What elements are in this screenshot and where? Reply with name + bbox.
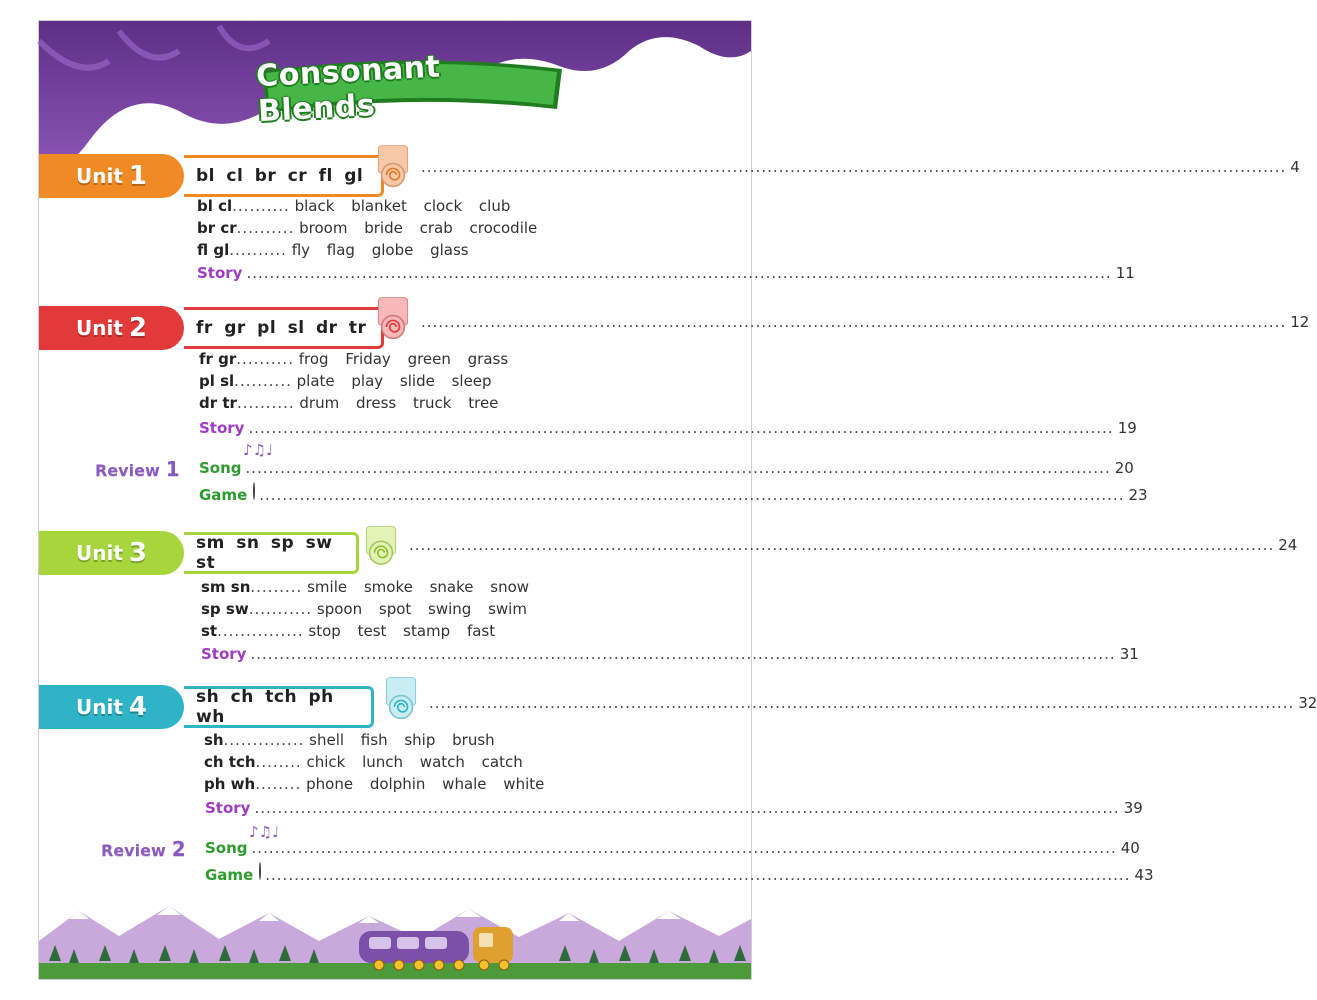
scroll-icon (379, 676, 423, 720)
unit-number: 4 (128, 692, 147, 722)
song-label: Song (205, 839, 248, 857)
story-label: Story (199, 419, 245, 437)
unit-1-story-line[interactable]: Story ...................................................................................................................................................... 11 (197, 264, 1135, 282)
scroll-icon (371, 144, 415, 188)
unit-label: Unit (76, 316, 123, 340)
story-label: Story (205, 799, 251, 817)
unit-3-story-line[interactable]: Story ...................................................................................................................................................... 31 (201, 645, 1139, 663)
unit-2-tab[interactable] (39, 306, 184, 350)
color-wheel-icon (253, 482, 255, 500)
unit-2-page-line[interactable]: ...................................................................................................................................................... 12 (421, 313, 1310, 331)
unit-1-blends: bl cl br cr fl gl (196, 166, 364, 186)
page-number: 4 (1290, 158, 1300, 176)
unit-4-blends: sh ch tch ph wh (196, 687, 334, 727)
unit-4-page-line[interactable]: ...................................................................................................................................................... 32 (429, 694, 1317, 712)
page-number: 12 (1290, 313, 1310, 331)
music-notes-icon: ♪♫♩ (249, 823, 280, 841)
page-number: 24 (1278, 536, 1298, 554)
unit-label: Unit (76, 164, 123, 188)
word-row: bl cl .......... black blanket clock club (197, 197, 511, 215)
word-row: dr tr .......... drum dress truck tree (199, 394, 499, 412)
story-label: Story (201, 645, 247, 663)
word-row: sp sw ........... spoon spot swing swim (201, 600, 527, 618)
unit-1-page-line[interactable]: ...................................................................................................................................................... 4 (421, 158, 1300, 176)
contents-page (38, 20, 1317, 980)
unit-3-page-line[interactable]: ...................................................................................................................................................... 24 (409, 536, 1298, 554)
page-number: 23 (1128, 486, 1148, 504)
word-row: pl sl .......... plate play slide sleep (199, 372, 492, 390)
unit-3-ribbon (184, 532, 359, 574)
unit-number: 2 (128, 313, 147, 343)
game-label: Game (205, 866, 254, 884)
review-1-song-line[interactable]: Song ...................................................................................................................................................... 20 (199, 459, 1134, 477)
unit-4-tab[interactable] (39, 685, 184, 729)
unit-label: Unit (76, 695, 123, 719)
unit-4-ribbon (184, 686, 374, 728)
unit-3-tab[interactable] (39, 531, 184, 575)
music-notes-icon: ♪♫♩ (243, 441, 274, 459)
word-row: sh .............. shell fish ship brush (204, 731, 495, 749)
page-number: 31 (1119, 645, 1139, 663)
page-number: 43 (1134, 866, 1154, 884)
title-banner (255, 49, 567, 130)
unit-4-story-line[interactable]: Story ...................................................................................................................................................... 39 (205, 799, 1143, 817)
page-number: 11 (1115, 264, 1135, 282)
review-2-song-line[interactable]: Song ...................................................................................................................................................... 40 (205, 839, 1140, 857)
word-row: sm sn ......... smile smoke snake snow (201, 578, 530, 596)
unit-number: 1 (128, 161, 147, 191)
page-title: Consonant Blends (255, 49, 442, 130)
word-row: fl gl .......... fly flag globe glass (197, 241, 469, 259)
word-row: br cr .......... broom bride crab crocodile (197, 219, 538, 237)
unit-1-ribbon (184, 155, 384, 197)
page-number: 32 (1298, 694, 1317, 712)
unit-2-story-line[interactable]: Story ...................................................................................................................................................... 19 (199, 419, 1137, 437)
unit-number: 3 (128, 538, 147, 568)
scroll-icon (359, 525, 403, 569)
color-wheel-icon (259, 862, 261, 880)
unit-3-blends: sm sn sp sw st (196, 533, 333, 573)
page-number: 19 (1117, 419, 1137, 437)
word-row: ch tch ........ chick lunch watch catch (204, 753, 523, 771)
page-number: 39 (1123, 799, 1143, 817)
scroll-icon (371, 296, 415, 340)
word-row: fr gr .......... frog Friday green grass (199, 350, 509, 368)
unit-2-blends: fr gr pl sl dr tr (196, 318, 367, 338)
review-2-label: Review 2 (101, 837, 186, 861)
unit-label: Unit (76, 541, 123, 565)
unit-2-ribbon (184, 307, 384, 349)
page-number: 20 (1114, 459, 1134, 477)
review-2-game-line[interactable]: Game ...................................................................................................................................................... 43 (205, 862, 723, 884)
unit-1-tab[interactable] (39, 154, 184, 198)
review-1-game-line[interactable]: Game ...................................................................................................................................................... 23 (199, 482, 723, 504)
word-row: st ............... stop test stamp fast (201, 622, 496, 640)
page-number: 40 (1120, 839, 1140, 857)
footer-landscape (39, 901, 751, 979)
story-label: Story (197, 264, 243, 282)
review-1-label: Review 1 (95, 457, 180, 481)
word-row: ph wh ........ phone dolphin whale white (204, 775, 545, 793)
game-label: Game (199, 486, 248, 504)
song-label: Song (199, 459, 242, 477)
